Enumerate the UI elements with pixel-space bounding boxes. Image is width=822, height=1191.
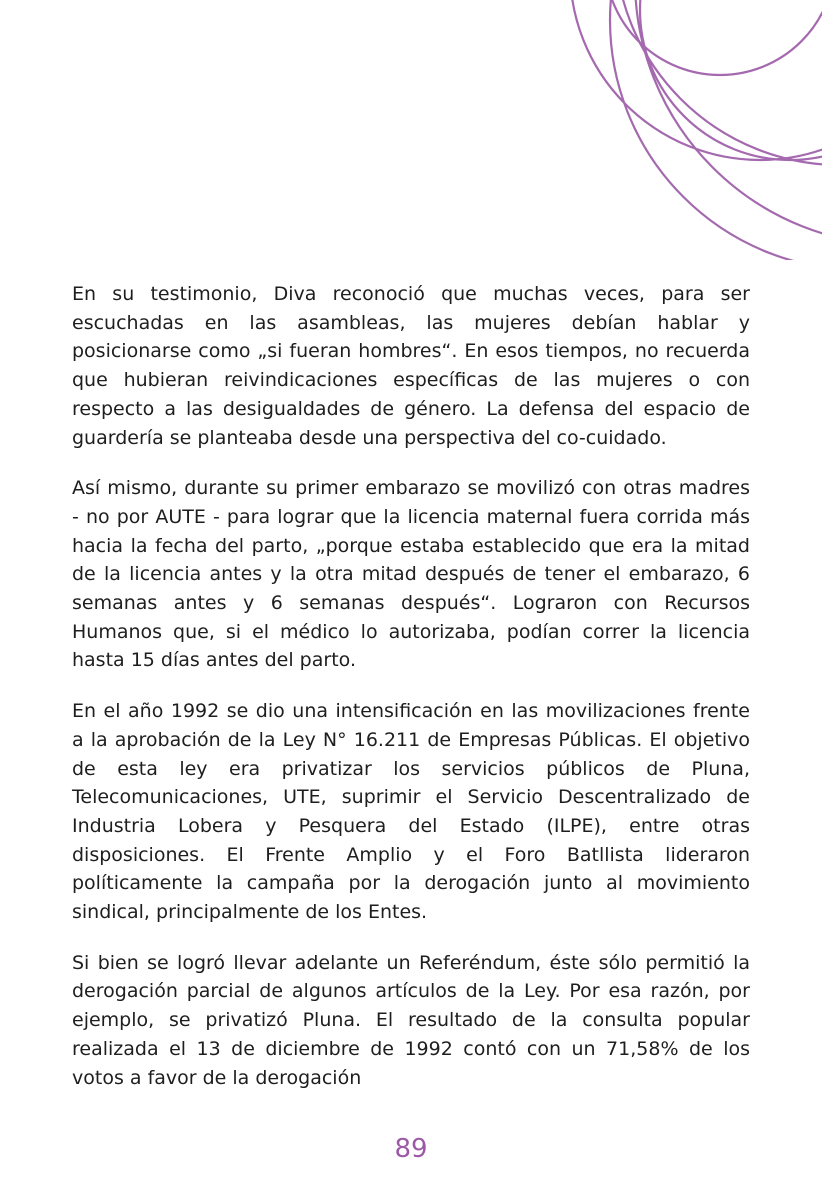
body-text: [72, 280, 750, 1114]
page-number: 89: [394, 1134, 428, 1164]
paragraph-1: En su testimonio, Diva reconoció que muchas veces, para ser escuchadas en las asambleas, las mujeres debían hablar y posicionarse como „si fueran hombres“. En esos tiempos, no recuerda que hubieran reivindicaciones específicas de las mujeres o con respecto a las desigualdades de género. La defensa del espacio de guardería se planteaba desde una perspectiva del co-cuidado.: [72, 283, 750, 449]
paragraph-4: Si bien se logró llevar adelante un Referéndum, éste sólo permitió la derogación parcial de algunos artículos de la Ley. Por esa razón, por ejemplo, se privatizó Pluna. El resultado de la consulta popular realizada el 13 de diciembre de 1992 contó con un 71,58% de los votos a favor de la derogación: [72, 951, 750, 1089]
decor-circle-4: [615, 0, 822, 165]
paragraph-3: En el año 1992 se dio una intensificación en las movilizaciones frente a la aprobación de la Ley N° 16.211 de Empresas Públicas. El objetivo de esta ley era privatizar los servicios públicos de Pluna, Telecomunicaciones, UTE, suprimir el Servicio Descentralizado de Industria Lobera y Pesquera del Estado (ILPE), entre otras disposiciones. El Frente Amplio y el Foro Batllista lideraron políticamente la campaña por la derogación junto al movimiento sindical, principalmente de los Entes.: [72, 700, 750, 924]
decor-circle-5: [635, 0, 822, 245]
decorative-circles: [0, 0, 822, 260]
paragraph-2: Así mismo, durante su primer embarazo se movilizó con otras madres - no por AUTE - para lograr que la licencia maternal fuera corrida más hacia la fecha del parto, „porque estaba establecido que era la mitad de la licencia antes y la otra mitad después de tener el embarazo, 6 semanas antes y 6 semanas después“. Lograron con Recursos Humanos que, si el médico lo autorizaba, podían correr la licencia hasta 15 días antes del parto.: [72, 477, 750, 672]
decor-circle-3: [570, 0, 822, 160]
